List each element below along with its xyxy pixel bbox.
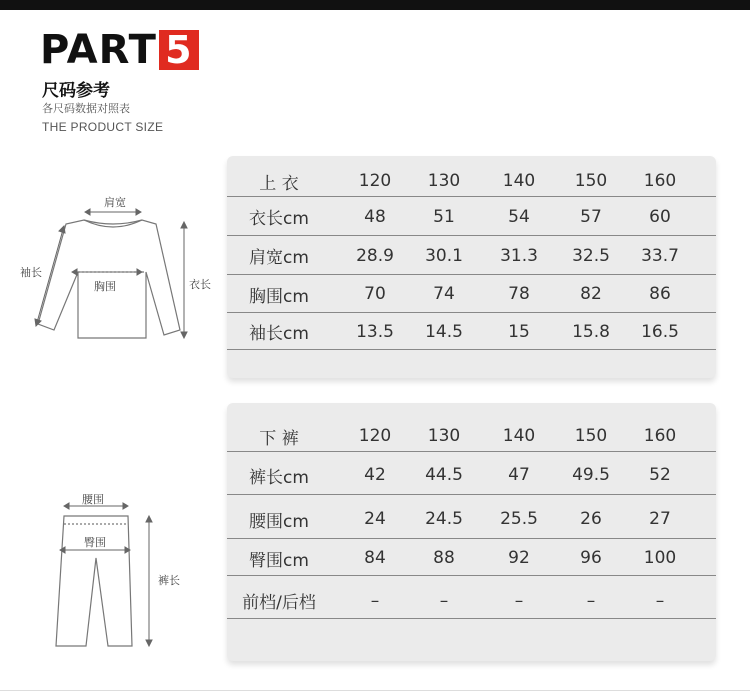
hip-label: 臀围: [84, 536, 106, 549]
part-number-badge: 5: [159, 30, 199, 70]
table-cell: 84: [364, 548, 386, 568]
table-cell: 92: [508, 548, 530, 568]
table-cell: –: [586, 590, 596, 611]
table-cell: 78: [508, 284, 530, 304]
table-cell: 82: [580, 284, 602, 304]
table-header-cell: 130: [427, 171, 461, 191]
table-header-cell: 140: [502, 171, 536, 191]
table-cell: 25.5: [500, 509, 538, 529]
length-label: 衣长: [189, 278, 211, 291]
table-cell: –: [439, 590, 449, 611]
size-table-subtitle-en: THE PRODUCT SIZE: [42, 120, 164, 134]
table-cell: 31.3: [500, 245, 538, 266]
table-row: [227, 500, 716, 539]
table-header-cell: 130: [427, 426, 461, 446]
table-cell: 16.5: [641, 321, 679, 342]
table-cell: 74: [433, 284, 455, 304]
table-header-cell: 140: [502, 426, 536, 446]
pants-diagram: [46, 486, 216, 656]
top-bar: [0, 0, 750, 10]
table-cell: 51: [433, 206, 455, 227]
table-cell: 54: [508, 206, 530, 227]
table-cell: 60: [649, 206, 671, 227]
sleeve-label: 袖长: [20, 266, 42, 279]
table-cell: 57: [580, 206, 602, 227]
table-cell: 86: [649, 284, 671, 304]
table-cell: 14.5: [425, 321, 463, 342]
table-row: [227, 456, 716, 495]
pants-illustration: [46, 486, 216, 656]
table-header-cell: 150: [574, 426, 608, 446]
shoulder-label: 肩宽: [104, 196, 126, 209]
table-cell: 88: [433, 548, 455, 568]
table-cell: 100: [643, 548, 677, 568]
table-cell: 27: [649, 509, 671, 529]
row-label: 胸围cm: [249, 286, 309, 307]
table-header-row: [227, 421, 716, 452]
table-cell: 32.5: [572, 245, 610, 266]
table-cell: 70: [364, 284, 386, 304]
table-cell: 24: [364, 509, 386, 529]
table-cell: –: [370, 590, 380, 611]
part-heading: [40, 28, 199, 72]
table-row: [227, 541, 716, 576]
row-label: 袖长cm: [249, 324, 309, 344]
table-cell: 28.9: [356, 245, 394, 266]
row-label: 肩宽cm: [249, 248, 309, 268]
table-header-row: [227, 166, 716, 197]
table-row: [227, 314, 716, 350]
row-label: 裤长cm: [249, 467, 309, 488]
table-cell: –: [514, 590, 524, 611]
table-cell: 52: [649, 465, 671, 485]
waist-label: 腰围: [82, 493, 104, 506]
table-cell: 30.1: [425, 245, 463, 266]
table-cell: 49.5: [572, 465, 610, 485]
table-cell: 26: [580, 509, 602, 529]
chest-label: 胸围: [94, 280, 116, 293]
table-header-cell: 120: [358, 171, 392, 191]
row-label: 前档/后档: [242, 593, 316, 613]
table-row: [227, 198, 716, 236]
top-garment-diagram: [14, 188, 224, 348]
table-cell: 24.5: [425, 509, 463, 529]
pants-length-label: 裤长: [158, 574, 180, 587]
table-header-cell: 150: [574, 171, 608, 191]
table-cell: 47: [508, 465, 530, 485]
table-row: [227, 583, 716, 619]
table-cell: –: [655, 590, 665, 611]
table-header-cell: 下 裤: [259, 428, 299, 449]
size-reference-title: 尺码参考: [42, 81, 110, 101]
table-cell: 48: [364, 206, 386, 227]
table-cell: 15: [508, 321, 530, 342]
table-cell: 15.8: [572, 321, 610, 342]
table-cell: 33.7: [641, 245, 679, 266]
row-label: 衣长cm: [249, 209, 309, 229]
table-cell: 13.5: [356, 321, 394, 342]
table-cell: 44.5: [425, 465, 463, 485]
bottom-divider: [0, 690, 750, 691]
table-header-cell: 160: [643, 171, 677, 191]
row-label: 臀围cm: [249, 550, 309, 571]
part-word: PART: [40, 27, 157, 73]
table-row: [227, 276, 716, 313]
table-row: [227, 237, 716, 275]
table-header-cell: 上 衣: [259, 173, 299, 194]
table-header-cell: 160: [643, 426, 677, 446]
table-cell: 42: [364, 465, 386, 485]
sweater-illustration: [14, 188, 224, 348]
row-label: 腰围cm: [249, 511, 309, 532]
table-header-cell: 120: [358, 426, 392, 446]
table-cell: 96: [580, 548, 602, 568]
size-table-subtitle-cn: 各尺码数据对照表: [42, 102, 130, 115]
bottom-size-table: [227, 403, 716, 661]
top-size-table: [227, 156, 716, 378]
